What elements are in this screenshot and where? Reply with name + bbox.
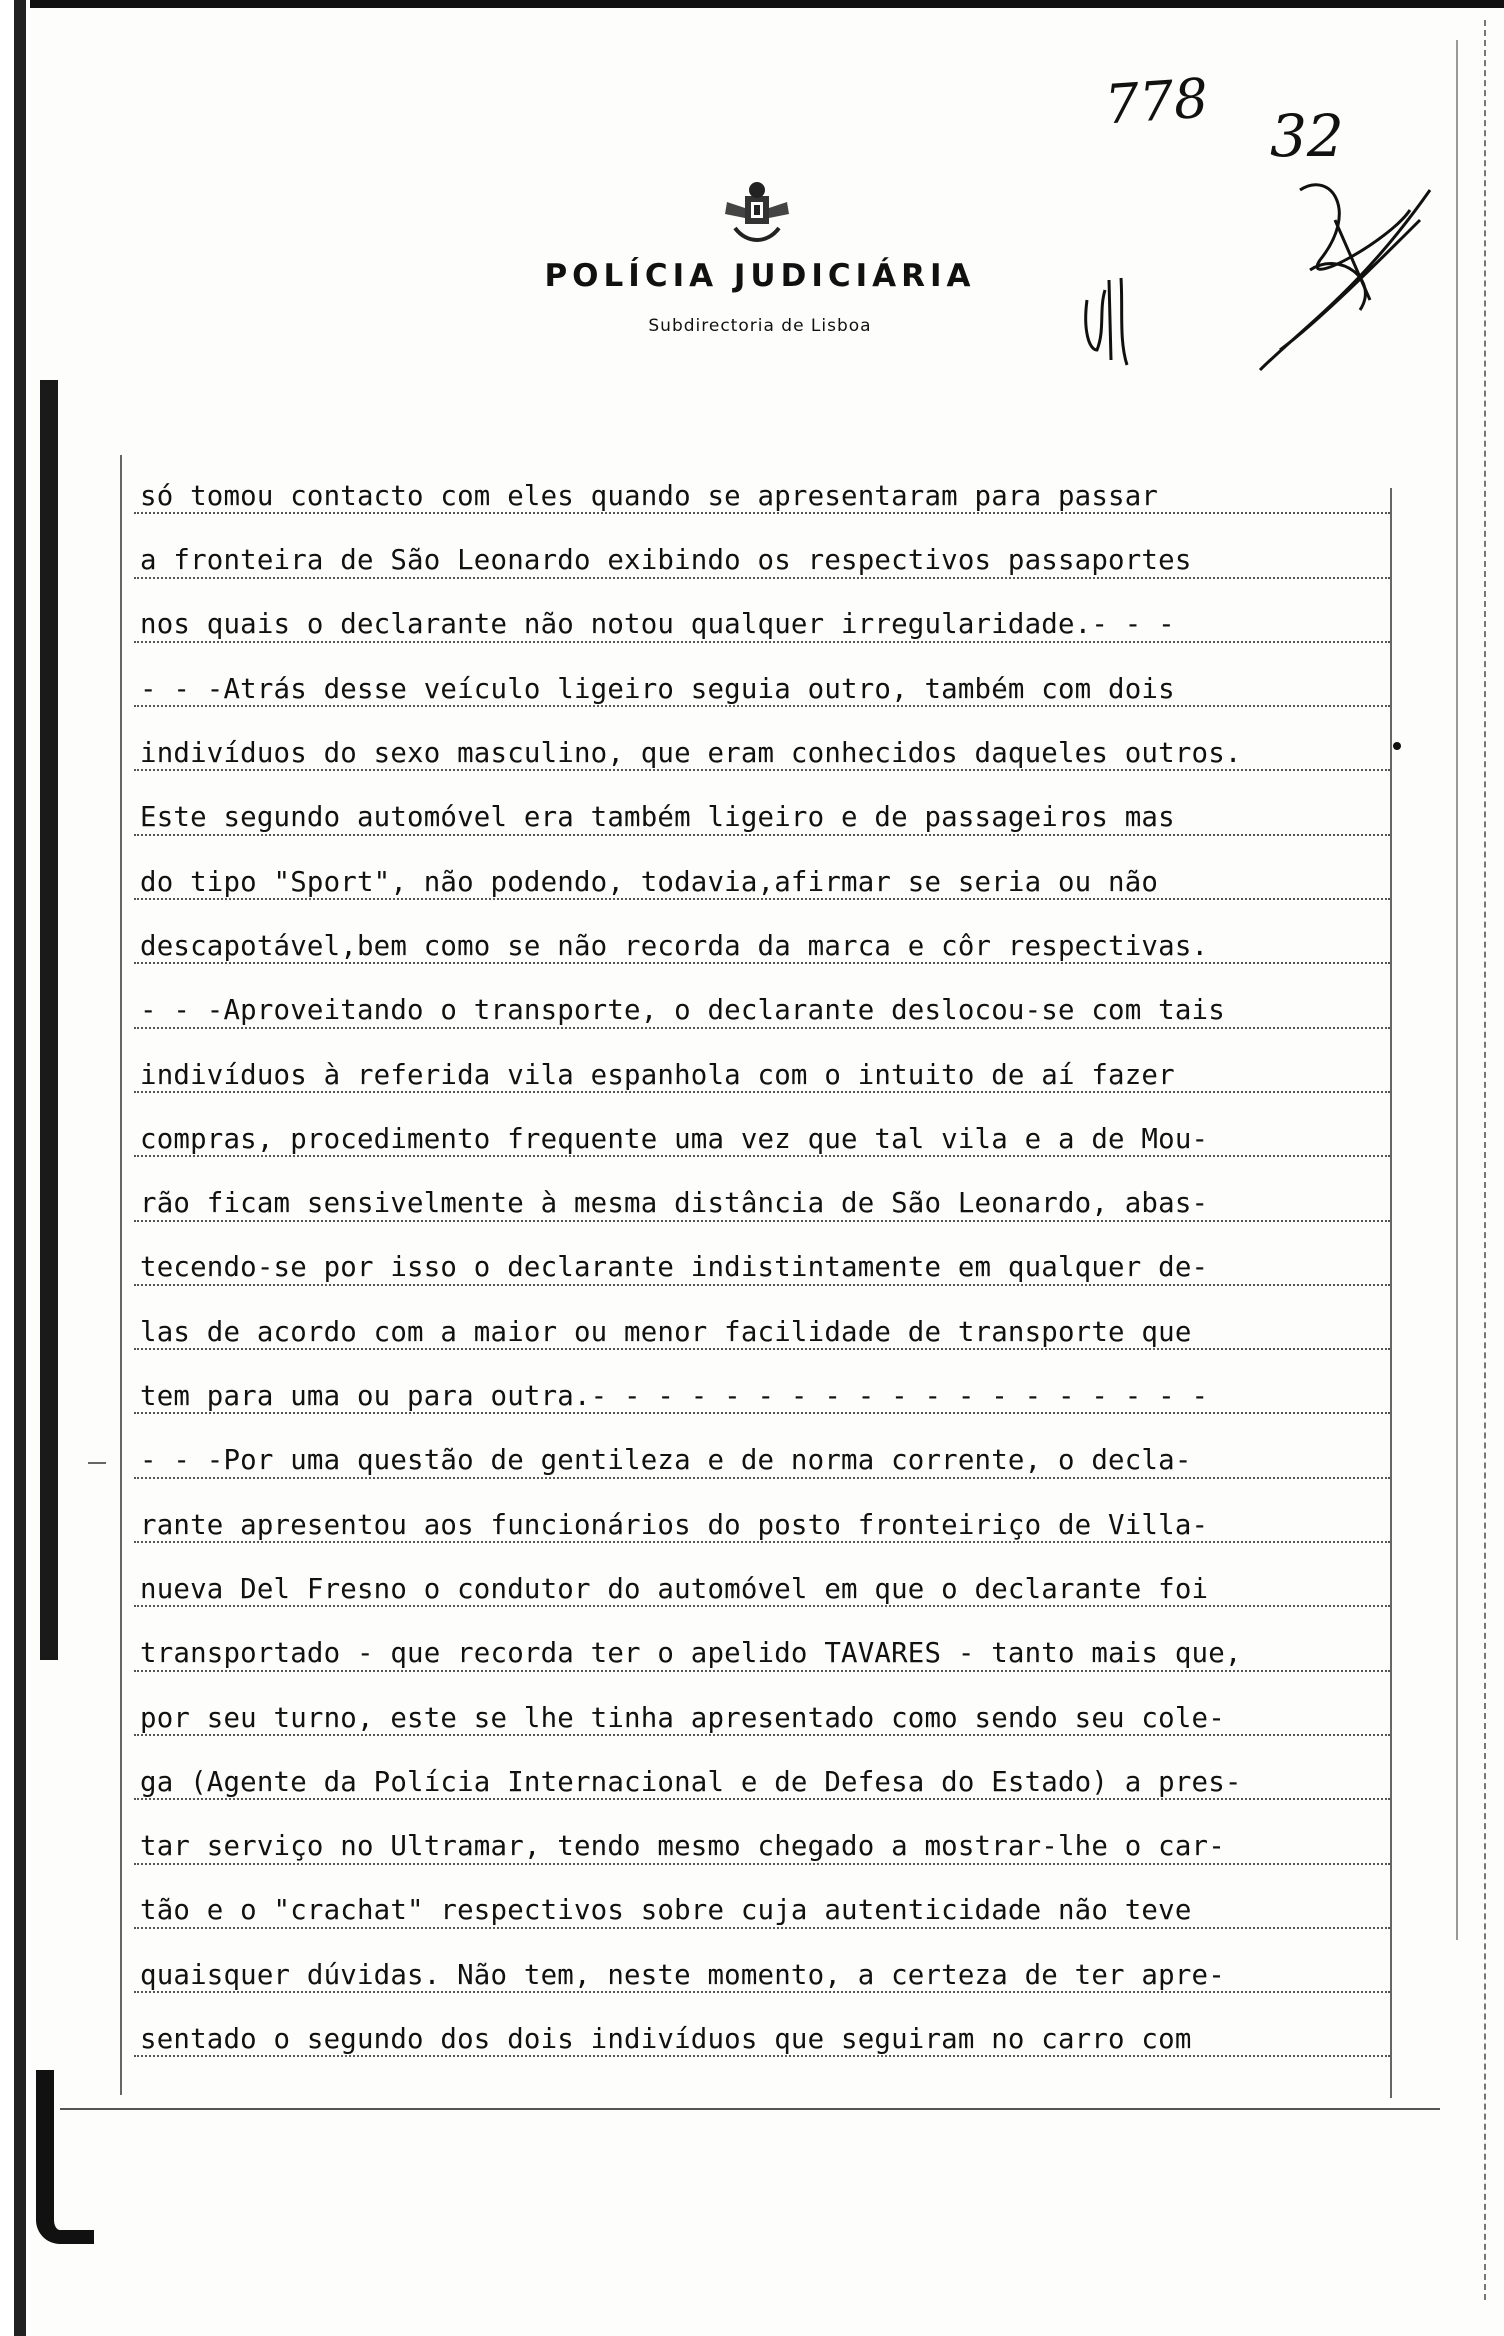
coat-of-arms-icon xyxy=(717,178,797,248)
text-line: tecendo-se por isso o declarante indistintamente em qualquer de- xyxy=(140,1222,1410,1286)
text-line: - - -Aproveitando o transporte, o declarante deslocou-se com tais xyxy=(140,964,1410,1028)
handwritten-folio-number: 32 xyxy=(1270,102,1344,170)
initials-scribble xyxy=(1075,270,1145,370)
text-line: las de acordo com a maior ou menor facilidade de transporte que xyxy=(140,1286,1410,1350)
text-line: - - -Atrás desse veículo ligeiro seguia outro, também com dois xyxy=(140,643,1410,707)
text-line: a fronteira de São Leonardo exibindo os respectivos passaportes xyxy=(140,514,1410,578)
bottom-rule xyxy=(60,2108,1440,2110)
text-line: transportado - que recorda ter o apelido TAVARES - tanto mais que, xyxy=(140,1607,1410,1671)
text-line: compras, procedimento frequente uma vez que tal vila e a de Mou- xyxy=(140,1093,1410,1157)
text-line: quaisquer dúvidas. Não tem, neste momento, a certeza de ter apre- xyxy=(140,1929,1410,1993)
text-line: nos quais o declarante não notou qualquer irregularidade.- - - xyxy=(140,579,1410,643)
statement-text xyxy=(140,450,1410,2057)
text-line: tar serviço no Ultramar, tendo mesmo chegado a mostrar-lhe o car- xyxy=(140,1800,1410,1864)
text-line: indivíduos à referida vila espanhola com o intuito de aí fazer xyxy=(140,1029,1410,1093)
text-line: do tipo "Sport", não podendo, todavia,afirmar se seria ou não xyxy=(140,836,1410,900)
handwritten-page-number: 778 xyxy=(1102,66,1211,137)
signature-scribble xyxy=(1240,150,1440,390)
text-line: - - -Por uma questão de gentileza e de norma corrente, o decla- xyxy=(140,1414,1410,1478)
text-line: Este segundo automóvel era também ligeiro e de passageiros mas xyxy=(140,771,1410,835)
text-line: por seu turno, este se lhe tinha apresentado como sendo seu cole- xyxy=(140,1672,1410,1736)
text-line: descapotável,bem como se não recorda da marca e côr respectivas. xyxy=(140,900,1410,964)
text-line: rante apresentou aos funcionários do posto fronteiriço de Villa- xyxy=(140,1479,1410,1543)
scan-edge-left xyxy=(0,0,30,2336)
binding-clip xyxy=(36,2070,94,2244)
text-line: ga (Agente da Polícia Internacional e de Defesa do Estado) a pres- xyxy=(140,1736,1410,1800)
scan-edge-top xyxy=(0,0,1504,8)
text-line: sentado o segundo dos dois indivíduos que seguiram no carro com xyxy=(140,1993,1410,2057)
text-line: tem para uma ou para outra.- - - - - - - - - - - - - - - - - - - xyxy=(140,1350,1410,1414)
text-line: indivíduos do sexo masculino, que eram conhecidos daqueles outros. xyxy=(140,707,1410,771)
organization-subdivision: Subdirectoria de Lisboa xyxy=(648,316,872,336)
text-line: rão ficam sensivelmente à mesma distância de São Leonardo, abas- xyxy=(140,1157,1410,1221)
binding-mark xyxy=(40,380,58,1660)
scan-edge-right xyxy=(1484,20,1496,2300)
organization-name: POLÍCIA JUDICIÁRIA xyxy=(544,258,976,294)
text-line: só tomou contacto com eles quando se apresentaram para passar xyxy=(140,450,1410,514)
text-line: nueva Del Fresno o condutor do automóvel em que o declarante foi xyxy=(140,1543,1410,1607)
text-line: tão e o "crachat" respectivos sobre cuja autenticidade não teve xyxy=(140,1865,1410,1929)
margin-tick xyxy=(88,1462,106,1464)
scan-edge-right-inner xyxy=(1456,40,1464,1940)
